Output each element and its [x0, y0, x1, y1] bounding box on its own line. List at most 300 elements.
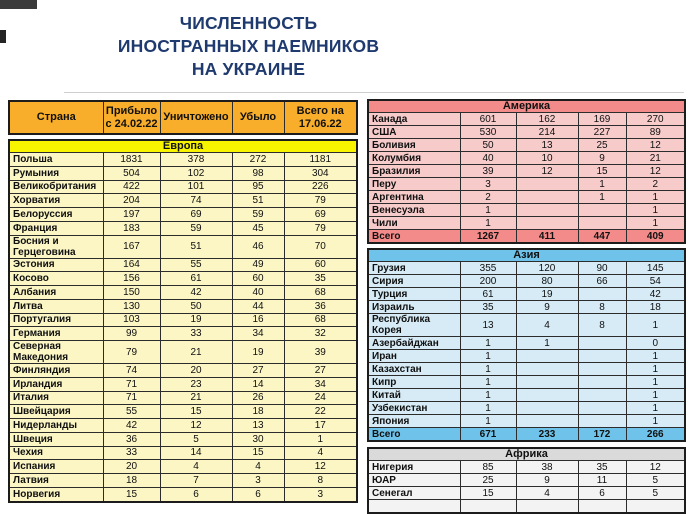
- country-cell: Швейцария: [9, 405, 103, 419]
- value-cell: 69: [160, 208, 232, 222]
- value-cell: 55: [160, 258, 232, 272]
- country-cell: Китай: [368, 389, 460, 402]
- value-cell: 355: [460, 262, 516, 275]
- value-cell: 27: [284, 364, 357, 378]
- table-row: [368, 178, 685, 191]
- value-cell: 89: [626, 126, 685, 139]
- value-cell: 44: [232, 299, 284, 313]
- value-cell: 35: [460, 301, 516, 314]
- country-cell: Северная Македония: [9, 341, 103, 364]
- table-row: [368, 152, 685, 165]
- value-cell: 1: [460, 363, 516, 376]
- section-header: Азия: [368, 249, 685, 262]
- table-row: [368, 314, 685, 337]
- value-cell: 120: [516, 262, 578, 275]
- column-header-table: [8, 100, 358, 135]
- value-cell: 51: [160, 235, 232, 258]
- country-cell: Грузия: [368, 262, 460, 275]
- value-cell: 3: [284, 487, 357, 501]
- value-cell: 12: [516, 165, 578, 178]
- value-cell: [460, 500, 516, 514]
- table-row: [9, 327, 357, 341]
- value-cell: [578, 363, 626, 376]
- table-row: [368, 376, 685, 389]
- value-cell: 1: [460, 204, 516, 217]
- table-row: [9, 432, 357, 446]
- table-row: [9, 419, 357, 433]
- europe-panel: [8, 100, 356, 503]
- value-cell: 9: [516, 301, 578, 314]
- country-cell: Аргентина: [368, 191, 460, 204]
- value-cell: 530: [460, 126, 516, 139]
- value-cell: 270: [626, 113, 685, 126]
- europe-table: [8, 139, 358, 503]
- value-cell: 103: [103, 313, 160, 327]
- value-cell: 1: [626, 363, 685, 376]
- table-row: [368, 139, 685, 152]
- value-cell: 1181: [284, 153, 357, 167]
- table-row: [368, 204, 685, 217]
- country-cell: Португалия: [9, 313, 103, 327]
- value-cell: 80: [516, 275, 578, 288]
- value-cell: [516, 217, 578, 230]
- value-cell: [516, 402, 578, 415]
- value-cell: 4: [232, 460, 284, 474]
- table-row: [368, 126, 685, 139]
- country-cell: Франция: [9, 221, 103, 235]
- value-cell: 10: [516, 152, 578, 165]
- value-cell: 1: [284, 432, 357, 446]
- america-table: [367, 99, 686, 244]
- value-cell: 183: [103, 221, 160, 235]
- value-cell: 24: [284, 391, 357, 405]
- value-cell: 95: [232, 180, 284, 194]
- video-artifact-top-left: [0, 0, 37, 9]
- value-cell: 36: [284, 299, 357, 313]
- country-cell: Белоруссия: [9, 208, 103, 222]
- value-cell: 5: [160, 432, 232, 446]
- value-cell: 6: [232, 487, 284, 501]
- value-cell: 12: [626, 165, 685, 178]
- value-cell: 12: [160, 419, 232, 433]
- value-cell: 18: [103, 474, 160, 488]
- section-header: Америка: [368, 100, 685, 113]
- value-cell: [578, 402, 626, 415]
- value-cell: 8: [578, 314, 626, 337]
- value-cell: 27: [232, 364, 284, 378]
- table-row: [9, 299, 357, 313]
- value-cell: [516, 191, 578, 204]
- value-cell: 9: [516, 474, 578, 487]
- value-cell: 68: [284, 313, 357, 327]
- value-cell: 214: [516, 126, 578, 139]
- value-cell: 169: [578, 113, 626, 126]
- value-cell: 13: [516, 139, 578, 152]
- table-row: [368, 415, 685, 428]
- value-cell: [578, 337, 626, 350]
- country-cell: Чили: [368, 217, 460, 230]
- country-cell: Сирия: [368, 275, 460, 288]
- table-row: [9, 221, 357, 235]
- value-cell: 15: [232, 446, 284, 460]
- country-cell: Финляндия: [9, 364, 103, 378]
- country-cell: Эстония: [9, 258, 103, 272]
- value-cell: 39: [284, 341, 357, 364]
- table-row: [9, 446, 357, 460]
- value-cell: 15: [160, 405, 232, 419]
- value-cell: 411: [516, 230, 578, 244]
- title-line-1: ЧИСЛЕННОСТЬ: [179, 13, 318, 33]
- value-cell: 71: [103, 377, 160, 391]
- value-cell: [578, 288, 626, 301]
- value-cell: 204: [103, 194, 160, 208]
- table-row: [9, 235, 357, 258]
- section-header: Африка: [368, 448, 685, 461]
- country-cell: Италия: [9, 391, 103, 405]
- value-cell: 99: [103, 327, 160, 341]
- value-cell: 422: [103, 180, 160, 194]
- value-cell: 4: [160, 460, 232, 474]
- table-row: [9, 208, 357, 222]
- country-cell: Ирландия: [9, 377, 103, 391]
- column-header-arrived: Прибыло с 24.02.22: [103, 101, 160, 134]
- country-cell: Албания: [9, 286, 103, 300]
- value-cell: 12: [626, 139, 685, 152]
- value-cell: 1: [578, 178, 626, 191]
- value-cell: 85: [460, 461, 516, 474]
- value-cell: 22: [284, 405, 357, 419]
- value-cell: [578, 376, 626, 389]
- value-cell: 66: [578, 275, 626, 288]
- value-cell: 5: [626, 487, 685, 500]
- value-cell: 21: [160, 341, 232, 364]
- country-cell: Казахстан: [368, 363, 460, 376]
- country-cell: Боливия: [368, 139, 460, 152]
- stub-row: [368, 500, 685, 514]
- country-cell: Перу: [368, 178, 460, 191]
- table-row: [9, 391, 357, 405]
- value-cell: 1: [626, 389, 685, 402]
- total-row: [368, 428, 685, 442]
- value-cell: 6: [160, 487, 232, 501]
- country-cell: Колумбия: [368, 152, 460, 165]
- value-cell: [516, 389, 578, 402]
- country-cell: Республика Корея: [368, 314, 460, 337]
- value-cell: [578, 415, 626, 428]
- value-cell: 150: [103, 286, 160, 300]
- value-cell: 40: [460, 152, 516, 165]
- title-line-3: НА УКРАИНЕ: [191, 59, 306, 79]
- value-cell: 1: [460, 376, 516, 389]
- country-cell: Литва: [9, 299, 103, 313]
- table-row: [368, 217, 685, 230]
- value-cell: 34: [284, 377, 357, 391]
- value-cell: 79: [284, 221, 357, 235]
- country-cell: Узбекистан: [368, 402, 460, 415]
- value-cell: 59: [160, 221, 232, 235]
- value-cell: [516, 204, 578, 217]
- country-cell: Косово: [9, 272, 103, 286]
- value-cell: 1: [460, 415, 516, 428]
- value-cell: 19: [232, 341, 284, 364]
- value-cell: 2: [460, 191, 516, 204]
- value-cell: 1: [578, 191, 626, 204]
- value-cell: 36: [103, 432, 160, 446]
- value-cell: 156: [103, 272, 160, 286]
- value-cell: 20: [103, 460, 160, 474]
- table-row: [368, 165, 685, 178]
- value-cell: 172: [578, 428, 626, 442]
- value-cell: 1: [460, 337, 516, 350]
- table-row: [368, 389, 685, 402]
- value-cell: [516, 500, 578, 514]
- value-cell: 4: [516, 314, 578, 337]
- value-cell: 167: [103, 235, 160, 258]
- value-cell: 227: [578, 126, 626, 139]
- value-cell: [578, 217, 626, 230]
- section-header-row: [368, 249, 685, 262]
- value-cell: 447: [578, 230, 626, 244]
- value-cell: 45: [232, 221, 284, 235]
- value-cell: 19: [160, 313, 232, 327]
- value-cell: 23: [160, 377, 232, 391]
- section-header: Европа: [9, 140, 357, 153]
- value-cell: 19: [516, 288, 578, 301]
- value-cell: 15: [578, 165, 626, 178]
- table-row: [368, 275, 685, 288]
- value-cell: 1: [626, 376, 685, 389]
- value-cell: 13: [232, 419, 284, 433]
- asia-table: [367, 248, 686, 442]
- value-cell: 130: [103, 299, 160, 313]
- value-cell: 8: [284, 474, 357, 488]
- table-row: [9, 272, 357, 286]
- value-cell: 5: [626, 474, 685, 487]
- country-cell: Румыния: [9, 166, 103, 180]
- table-row: [9, 341, 357, 364]
- country-cell: Швеция: [9, 432, 103, 446]
- value-cell: 14: [160, 446, 232, 460]
- value-cell: 38: [516, 461, 578, 474]
- value-cell: 42: [626, 288, 685, 301]
- value-cell: 15: [103, 487, 160, 501]
- value-cell: 98: [232, 166, 284, 180]
- table-row: [9, 286, 357, 300]
- value-cell: 14: [232, 377, 284, 391]
- value-cell: 13: [460, 314, 516, 337]
- value-cell: [578, 204, 626, 217]
- section-header-row: [9, 140, 357, 153]
- table-row: [368, 363, 685, 376]
- value-cell: 101: [160, 180, 232, 194]
- country-cell: Всего: [368, 428, 460, 442]
- value-cell: [626, 500, 685, 514]
- value-cell: 3: [460, 178, 516, 191]
- value-cell: 61: [160, 272, 232, 286]
- table-row: [9, 153, 357, 167]
- value-cell: 1267: [460, 230, 516, 244]
- value-cell: 9: [578, 152, 626, 165]
- value-cell: 1: [460, 350, 516, 363]
- value-cell: [516, 363, 578, 376]
- value-cell: 51: [232, 194, 284, 208]
- value-cell: 226: [284, 180, 357, 194]
- value-cell: 49: [232, 258, 284, 272]
- page-title: [0, 12, 497, 81]
- table-row: [9, 377, 357, 391]
- value-cell: 409: [626, 230, 685, 244]
- value-cell: 164: [103, 258, 160, 272]
- value-cell: 79: [103, 341, 160, 364]
- value-cell: 4: [284, 446, 357, 460]
- table-row: [9, 258, 357, 272]
- value-cell: 378: [160, 153, 232, 167]
- value-cell: 26: [232, 391, 284, 405]
- country-cell: Иран: [368, 350, 460, 363]
- country-cell: [368, 500, 460, 514]
- value-cell: 162: [516, 113, 578, 126]
- value-cell: 21: [626, 152, 685, 165]
- table-row: [368, 487, 685, 500]
- value-cell: 55: [103, 405, 160, 419]
- value-cell: 68: [284, 286, 357, 300]
- country-cell: Норвегия: [9, 487, 103, 501]
- value-cell: [578, 350, 626, 363]
- table-row: [9, 364, 357, 378]
- value-cell: 6: [578, 487, 626, 500]
- value-cell: 1: [626, 191, 685, 204]
- value-cell: 46: [232, 235, 284, 258]
- country-cell: Чехия: [9, 446, 103, 460]
- value-cell: 71: [103, 391, 160, 405]
- value-cell: 35: [284, 272, 357, 286]
- value-cell: 1: [626, 217, 685, 230]
- value-cell: 42: [160, 286, 232, 300]
- country-cell: Латвия: [9, 474, 103, 488]
- country-cell: Япония: [368, 415, 460, 428]
- value-cell: 40: [232, 286, 284, 300]
- value-cell: 70: [284, 235, 357, 258]
- column-header-country: Страна: [9, 101, 103, 134]
- table-row: [368, 191, 685, 204]
- value-cell: 15: [460, 487, 516, 500]
- value-cell: 1: [626, 402, 685, 415]
- value-cell: 1831: [103, 153, 160, 167]
- value-cell: 304: [284, 166, 357, 180]
- table-row: [9, 194, 357, 208]
- value-cell: 60: [232, 272, 284, 286]
- country-cell: Нигерия: [368, 461, 460, 474]
- table-row: [368, 350, 685, 363]
- value-cell: 1: [460, 402, 516, 415]
- value-cell: [516, 178, 578, 191]
- table-row: [368, 113, 685, 126]
- value-cell: 671: [460, 428, 516, 442]
- value-cell: 1: [460, 389, 516, 402]
- table-row: [9, 487, 357, 501]
- value-cell: 2: [626, 178, 685, 191]
- country-cell: Испания: [9, 460, 103, 474]
- country-cell: ЮАР: [368, 474, 460, 487]
- table-row: [9, 180, 357, 194]
- table-row: [9, 166, 357, 180]
- value-cell: 39: [460, 165, 516, 178]
- africa-table: [367, 447, 686, 514]
- value-cell: 504: [103, 166, 160, 180]
- value-cell: 35: [578, 461, 626, 474]
- value-cell: 18: [626, 301, 685, 314]
- country-cell: Сенегал: [368, 487, 460, 500]
- value-cell: 33: [160, 327, 232, 341]
- column-header-departed: Убыло: [232, 101, 284, 134]
- value-cell: 17: [284, 419, 357, 433]
- value-cell: 18: [232, 405, 284, 419]
- value-cell: 7: [160, 474, 232, 488]
- value-cell: 50: [460, 139, 516, 152]
- table-row: [368, 461, 685, 474]
- value-cell: 12: [626, 461, 685, 474]
- country-cell: Бразилия: [368, 165, 460, 178]
- value-cell: 30: [232, 432, 284, 446]
- value-cell: 20: [160, 364, 232, 378]
- value-cell: 34: [232, 327, 284, 341]
- value-cell: 74: [103, 364, 160, 378]
- country-cell: Канада: [368, 113, 460, 126]
- value-cell: [578, 389, 626, 402]
- value-cell: [516, 350, 578, 363]
- value-cell: 102: [160, 166, 232, 180]
- value-cell: 233: [516, 428, 578, 442]
- country-cell: Всего: [368, 230, 460, 244]
- table-row: [368, 402, 685, 415]
- table-row: [368, 262, 685, 275]
- value-cell: 61: [460, 288, 516, 301]
- value-cell: 50: [160, 299, 232, 313]
- country-cell: Турция: [368, 288, 460, 301]
- value-cell: 145: [626, 262, 685, 275]
- country-cell: Кипр: [368, 376, 460, 389]
- value-cell: 42: [103, 419, 160, 433]
- value-cell: 1: [626, 350, 685, 363]
- table-row: [9, 474, 357, 488]
- value-cell: 1: [516, 337, 578, 350]
- column-header-destroyed: Уничтожено: [160, 101, 232, 134]
- column-header-row: [9, 101, 357, 134]
- table-row: [9, 460, 357, 474]
- regions-panel: [367, 99, 684, 514]
- value-cell: [516, 376, 578, 389]
- value-cell: 266: [626, 428, 685, 442]
- value-cell: 200: [460, 275, 516, 288]
- value-cell: 4: [516, 487, 578, 500]
- value-cell: 1: [626, 314, 685, 337]
- value-cell: 3: [232, 474, 284, 488]
- country-cell: Азербайджан: [368, 337, 460, 350]
- value-cell: 1: [460, 217, 516, 230]
- country-cell: Хорватия: [9, 194, 103, 208]
- table-row: [9, 405, 357, 419]
- value-cell: 1: [626, 204, 685, 217]
- column-header-total: Всего на 17.06.22: [284, 101, 357, 134]
- value-cell: 11: [578, 474, 626, 487]
- value-cell: 54: [626, 275, 685, 288]
- section-header-row: [368, 100, 685, 113]
- table-row: [9, 313, 357, 327]
- country-cell: Венесуэла: [368, 204, 460, 217]
- country-cell: Босния и Герцеговина: [9, 235, 103, 258]
- country-cell: США: [368, 126, 460, 139]
- table-row: [368, 288, 685, 301]
